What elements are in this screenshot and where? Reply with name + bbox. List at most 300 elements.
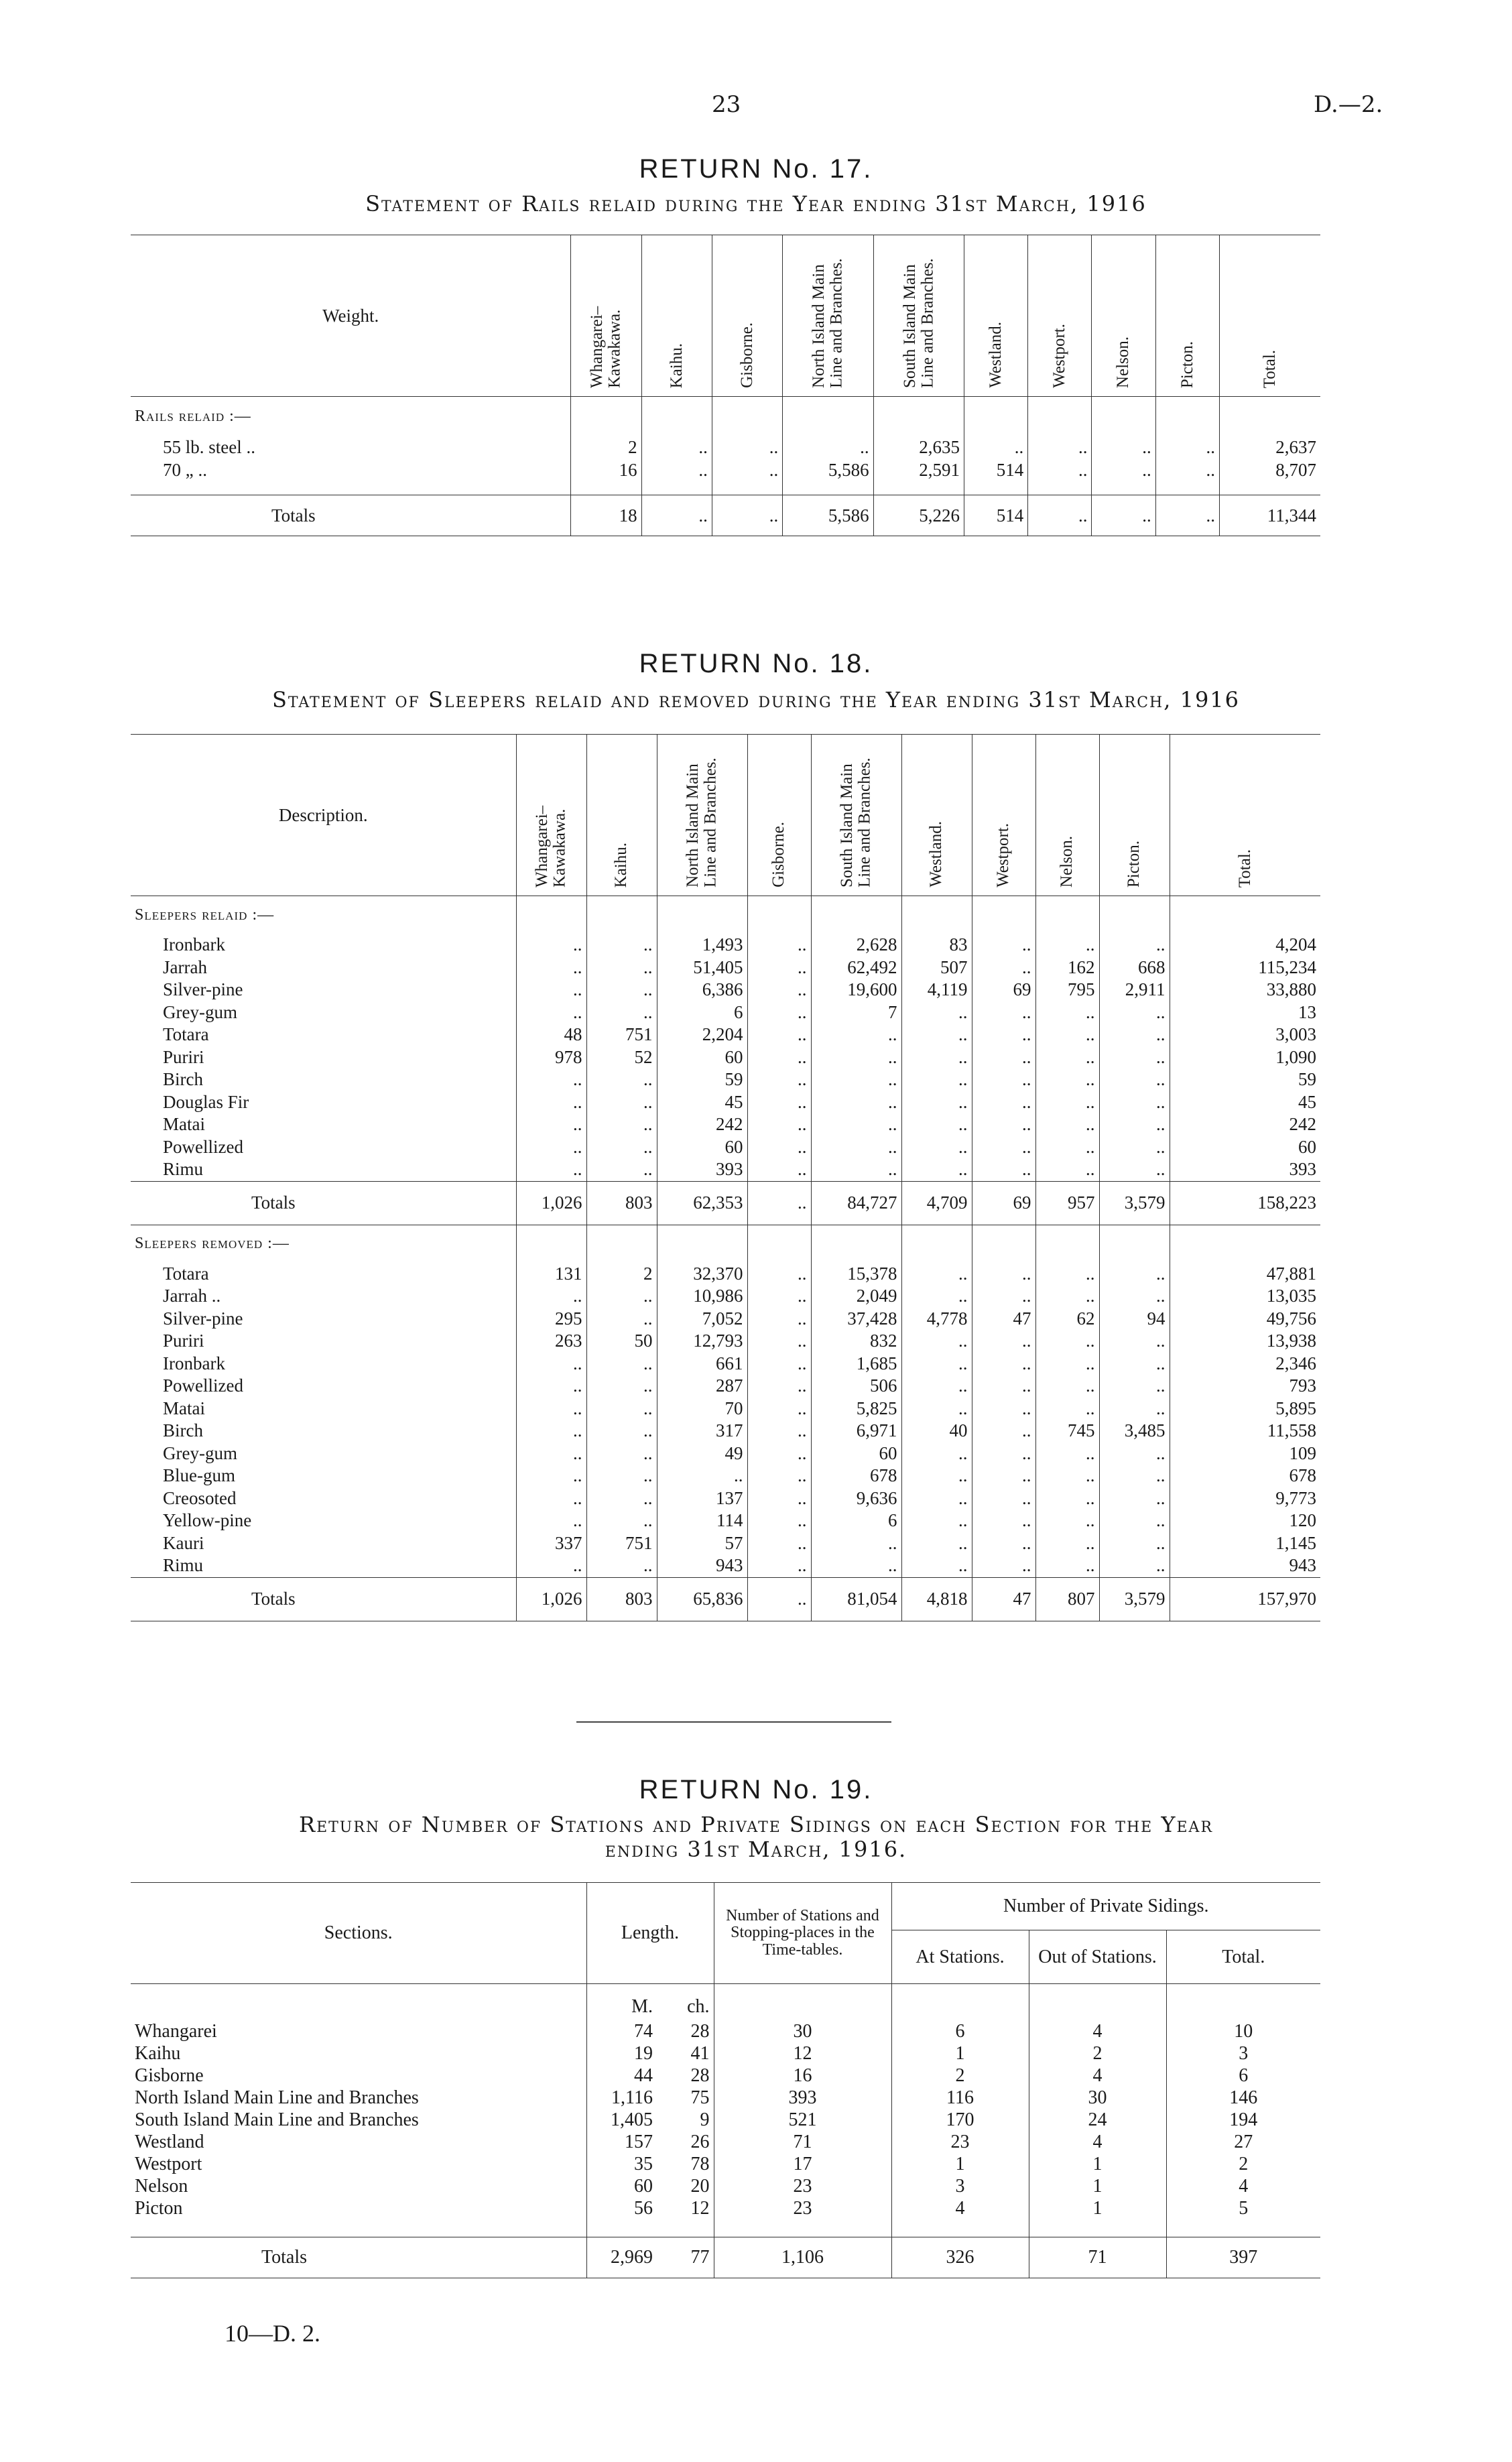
row-label: South Island Main Line and Branches: [135, 2109, 419, 2130]
table-cell: ..: [972, 1330, 1035, 1353]
table-cell: 1: [891, 2153, 1029, 2175]
table-row: [131, 1375, 1320, 1398]
table-cell: ..: [1035, 1442, 1099, 1465]
table-cell: ..: [811, 1113, 901, 1136]
table-cell: 12: [690, 2197, 710, 2219]
table-cell: 56: [586, 2197, 657, 2219]
table-cell: 60: [657, 1136, 747, 1159]
table-cell: 3,579: [1099, 1181, 1170, 1225]
weight-header: Weight.: [322, 305, 379, 326]
table-cell: [571, 397, 641, 436]
table-cell: ..: [516, 1487, 586, 1510]
table-cell: 12: [714, 2042, 891, 2065]
table-cell: ..: [1099, 934, 1170, 957]
table-cell: ..: [1099, 1353, 1170, 1375]
table-cell: 2,635: [873, 436, 964, 458]
table-cell: 6: [657, 1001, 747, 1024]
table-cell: 242: [1170, 1113, 1320, 1136]
row-label: Ironbark: [163, 1353, 225, 1373]
table-cell: 19,600: [811, 979, 901, 1001]
table-cell: ..: [747, 1001, 811, 1024]
table-cell: ..: [972, 1285, 1035, 1308]
table-cell: ..: [1035, 934, 1099, 957]
table-cell: ..: [972, 1353, 1035, 1375]
table-cell: 295: [516, 1308, 586, 1331]
table-row: [131, 1353, 1320, 1375]
table-cell: [783, 481, 873, 495]
table-cell: 1: [1029, 2197, 1166, 2219]
col-header: Nelson.: [1114, 336, 1133, 388]
table-cell: ..: [747, 979, 811, 1001]
table-cell: 6: [891, 2020, 1029, 2042]
table-cell: 49,756: [1170, 1308, 1320, 1331]
table-cell: 4,709: [901, 1181, 972, 1225]
table-cell: ..: [516, 1136, 586, 1159]
table-cell: 4,818: [901, 1577, 972, 1621]
col-header: Kaihu.: [667, 343, 686, 388]
table-cell: [1092, 481, 1155, 495]
table-cell: 75: [690, 2087, 710, 2108]
table-cell: 803: [586, 1181, 657, 1225]
table-row: [131, 1001, 1320, 1024]
table-cell: 507: [901, 957, 972, 979]
table-cell: ..: [747, 1442, 811, 1465]
table-cell: 13,938: [1170, 1330, 1320, 1353]
table-cell: ..: [1099, 1001, 1170, 1024]
table-cell: 337: [516, 1532, 586, 1555]
table-cell: 26: [690, 2131, 710, 2152]
table-cell: ..: [586, 1375, 657, 1398]
table-cell: [873, 397, 964, 436]
table-cell: 1,145: [1170, 1532, 1320, 1555]
table-row: [131, 1420, 1320, 1442]
table-cell: ..: [1035, 1532, 1099, 1555]
at-stations-header: At Stations.: [891, 1930, 1029, 1984]
row-label: North Island Main Line and Branches: [135, 2087, 419, 2108]
table-cell: ..: [516, 1398, 586, 1420]
table-cell: ..: [1035, 1136, 1099, 1159]
table-cell: ..: [516, 979, 586, 1001]
row-label: Grey-gum: [163, 1442, 237, 1463]
table-cell: ..: [901, 1285, 972, 1308]
table-cell: 1,026: [516, 1181, 586, 1225]
table-cell: ..: [811, 1136, 901, 1159]
row-label: Gisborne: [135, 2065, 204, 2086]
table-cell: 69: [972, 1181, 1035, 1225]
table-cell: 146: [1166, 2087, 1320, 2109]
table-cell: ..: [1035, 1263, 1099, 1286]
table-row: [131, 1263, 1320, 1286]
table-cell: 2,346: [1170, 1353, 1320, 1375]
table-cell: 514: [964, 495, 1027, 536]
table-cell: ..: [1092, 495, 1155, 536]
table-cell: ..: [901, 1554, 972, 1577]
table-cell: ..: [516, 1001, 586, 1024]
table-cell: ..: [641, 458, 712, 481]
table-cell: ..: [586, 1158, 657, 1181]
table-cell: ..: [1099, 1398, 1170, 1420]
table-cell: 114: [657, 1510, 747, 1532]
row-label: Powellized: [163, 1375, 243, 1396]
return-18-table: [131, 734, 1320, 1621]
table-cell: 3,579: [1099, 1577, 1170, 1621]
table-cell: 317: [657, 1420, 747, 1442]
table-cell: 1,026: [516, 1577, 586, 1621]
table-cell: ..: [1099, 1024, 1170, 1046]
table-cell: [1035, 896, 1099, 934]
table-cell: 751: [586, 1532, 657, 1555]
table-cell: 49: [657, 1442, 747, 1465]
table-cell: 23: [714, 2175, 891, 2197]
table-row: [131, 1308, 1320, 1331]
table-cell: ..: [783, 436, 873, 458]
table-cell: 668: [1099, 957, 1170, 979]
table-cell: 2: [1029, 2042, 1166, 2065]
table-cell: 84,727: [811, 1181, 901, 1225]
col-header: Whangarei–Kawakawa.: [533, 805, 569, 887]
table-row: [131, 1113, 1320, 1136]
table-cell: 5,895: [1170, 1398, 1320, 1420]
table-cell: 47,881: [1170, 1263, 1320, 1286]
table-cell: 1: [891, 2042, 1029, 2065]
table-cell: ..: [972, 1554, 1035, 1577]
length-header: Length.: [586, 1883, 714, 1984]
table-cell: ..: [811, 1068, 901, 1091]
col-header: Kaihu.: [612, 842, 631, 887]
table-cell: ..: [1028, 458, 1092, 481]
table-cell: 60: [657, 1046, 747, 1069]
table-cell: [657, 1225, 747, 1263]
table-cell: 1,405: [586, 2109, 657, 2131]
table-cell: ..: [747, 1554, 811, 1577]
spacer-row: [131, 481, 1320, 495]
table-cell: 3,485: [1099, 1420, 1170, 1442]
table-row: [131, 979, 1320, 1001]
table-cell: 170: [891, 2109, 1029, 2131]
table-cell: 69: [972, 979, 1035, 1001]
table-cell: 74: [586, 2020, 657, 2042]
table-cell: ..: [586, 1136, 657, 1159]
col-header: Picton.: [1178, 341, 1196, 388]
table-cell: [811, 1225, 901, 1263]
chains-unit: ch.: [687, 1996, 710, 2017]
table-cell: ..: [972, 1001, 1035, 1024]
table-row: [131, 458, 1320, 481]
table-cell: ..: [901, 1510, 972, 1532]
table-cell: 9,636: [811, 1487, 901, 1510]
table-cell: 4: [1029, 2020, 1166, 2042]
table-cell: [1029, 2219, 1166, 2237]
col-header: South Island Main Line and Branches.: [900, 258, 936, 388]
table-cell: ..: [586, 1510, 657, 1532]
table-cell: 13: [1170, 1001, 1320, 1024]
table-cell: ..: [972, 1113, 1035, 1136]
table-cell: 50: [586, 1330, 657, 1353]
table-cell: ..: [1028, 436, 1092, 458]
table-cell: ..: [1099, 1465, 1170, 1487]
totals-label: Totals: [271, 505, 316, 526]
table-row: [131, 2109, 1320, 2131]
table-cell: 16: [714, 2065, 891, 2087]
row-label: Yellow-pine: [163, 1510, 252, 1531]
table-cell: ..: [901, 1330, 972, 1353]
totals-row: [131, 1577, 1320, 1621]
table-cell: 4,204: [1170, 934, 1320, 957]
return-19-statement-line1: Return of Number of Stations and Private Sidings on each Section for the Year: [298, 1812, 1214, 1837]
table-row: [131, 1510, 1320, 1532]
table-cell: [1170, 896, 1320, 934]
table-cell: ..: [1035, 1330, 1099, 1353]
table-cell: 287: [657, 1375, 747, 1398]
table-cell: ..: [972, 1510, 1035, 1532]
table-cell: ..: [972, 1046, 1035, 1069]
table-cell: ..: [1099, 1510, 1170, 1532]
table-cell: 19: [586, 2042, 657, 2065]
table-cell: 59: [1170, 1068, 1320, 1091]
document-reference: D.—2.: [1314, 91, 1383, 118]
table-cell: 397: [1166, 2237, 1320, 2278]
table-cell: 393: [1170, 1158, 1320, 1181]
table-cell: 2,911: [1099, 979, 1170, 1001]
table-cell: ..: [747, 1375, 811, 1398]
table-row: [131, 2153, 1320, 2175]
table-cell: 60: [811, 1442, 901, 1465]
table-cell: ..: [964, 436, 1027, 458]
table-cell: 47: [972, 1308, 1035, 1331]
table-cell: ..: [747, 1091, 811, 1114]
table-cell: ..: [972, 1375, 1035, 1398]
table-cell: 158,223: [1170, 1181, 1320, 1225]
table-cell: ..: [747, 1024, 811, 1046]
table-cell: 10: [1166, 2020, 1320, 2042]
table-cell: 832: [811, 1330, 901, 1353]
row-label: Silver-pine: [163, 979, 243, 1000]
table-cell: 2,049: [811, 1285, 901, 1308]
row-label: Matai: [163, 1114, 205, 1135]
table-cell: 514: [964, 458, 1027, 481]
table-cell: 2: [586, 1263, 657, 1286]
table-cell: [657, 2219, 714, 2237]
table-cell: ..: [747, 1398, 811, 1420]
table-row: [131, 2020, 1320, 2042]
table-cell: [712, 397, 782, 436]
col-header: Total.: [1235, 849, 1254, 887]
row-label: Puriri: [163, 1046, 204, 1067]
table-cell: 37,428: [811, 1308, 901, 1331]
table-row: [131, 1442, 1320, 1465]
table-cell: ..: [972, 1465, 1035, 1487]
table-cell: ..: [1099, 1136, 1170, 1159]
miles-unit: M.: [586, 1984, 657, 2021]
table-cell: ..: [901, 1001, 972, 1024]
table-cell: 1: [1029, 2175, 1166, 2197]
table-row: [131, 2087, 1320, 2109]
table-cell: [1035, 1225, 1099, 1263]
table-cell: [586, 2219, 657, 2237]
row-label: Rimu: [163, 1159, 204, 1180]
table-cell: 81,054: [811, 1577, 901, 1621]
col-header: Westport.: [1050, 324, 1069, 388]
section-heading-row: [131, 896, 1320, 934]
table-cell: ..: [516, 934, 586, 957]
table-cell: ..: [1099, 1046, 1170, 1069]
table-cell: ..: [972, 934, 1035, 957]
table-cell: ..: [1035, 1091, 1099, 1114]
col-header: Whangarei–Kawakawa.: [588, 306, 624, 388]
table-cell: 1,685: [811, 1353, 901, 1375]
table-cell: ..: [972, 1263, 1035, 1286]
return-19-title: RETURN No. 19.: [639, 1775, 873, 1804]
table-cell: 65,836: [657, 1577, 747, 1621]
table-cell: ..: [1035, 1554, 1099, 1577]
sidings-total-header: Total.: [1166, 1930, 1320, 1984]
table-row: [131, 2197, 1320, 2219]
table-cell: ..: [1155, 458, 1219, 481]
table-cell: ..: [901, 1398, 972, 1420]
table-cell: ..: [811, 1091, 901, 1114]
table-cell: ..: [586, 1068, 657, 1091]
table-cell: 71: [714, 2131, 891, 2153]
totals-row: [131, 2237, 1320, 2278]
table-cell: ..: [747, 1113, 811, 1136]
row-label: Kauri: [163, 1532, 204, 1553]
table-cell: ..: [747, 934, 811, 957]
table-cell: ..: [1035, 1375, 1099, 1398]
table-cell: ..: [747, 1308, 811, 1331]
table-cell: 8,707: [1220, 458, 1321, 481]
table-cell: ..: [901, 1046, 972, 1069]
table-cell: 13,035: [1170, 1285, 1320, 1308]
return-19-table: [131, 1882, 1320, 2278]
table-cell: 45: [1170, 1091, 1320, 1114]
table-cell: ..: [516, 1068, 586, 1091]
sections-header: Sections.: [131, 1883, 586, 1984]
table-cell: 12,793: [657, 1330, 747, 1353]
totals-row: [131, 495, 1320, 536]
table-row: [131, 1398, 1320, 1420]
return-17-statement: Statement of Rails relaid during the Year ending 31st March, 1916: [365, 191, 1147, 217]
table-row: [131, 2042, 1320, 2065]
table-cell: ..: [747, 1181, 811, 1225]
table-cell: 2,628: [811, 934, 901, 957]
table-cell: ..: [972, 1420, 1035, 1442]
table-cell: 326: [891, 2237, 1029, 2278]
table-cell: 47: [972, 1577, 1035, 1621]
table-cell: 62: [1035, 1308, 1099, 1331]
table-cell: [891, 2219, 1029, 2237]
table-cell: ..: [641, 495, 712, 536]
row-label: Puriri: [163, 1331, 204, 1351]
row-label: 70 „ ..: [163, 459, 207, 480]
table-cell: ..: [586, 1353, 657, 1375]
table-cell: 4,778: [901, 1308, 972, 1331]
table-cell: 17: [714, 2153, 891, 2175]
table-cell: 807: [1035, 1577, 1099, 1621]
table-cell: 28: [690, 2065, 710, 2086]
table-cell: ..: [1099, 1158, 1170, 1181]
table-cell: [1170, 1225, 1320, 1263]
table-cell: ..: [1035, 1353, 1099, 1375]
table-cell: ..: [1035, 1001, 1099, 1024]
page-footer: 10—D. 2.: [225, 2320, 320, 2347]
table-cell: ..: [747, 957, 811, 979]
table-cell: ..: [901, 1442, 972, 1465]
totals-row: [131, 1181, 1320, 1225]
col-header: Westland.: [927, 821, 946, 887]
table-cell: ..: [1035, 1024, 1099, 1046]
section-heading-row: [131, 397, 1320, 436]
table-cell: ..: [586, 1554, 657, 1577]
table-cell: ..: [1099, 1532, 1170, 1555]
table-cell: ..: [901, 1353, 972, 1375]
table-cell: ..: [901, 1091, 972, 1114]
private-sidings-header: Number of Private Sidings.: [891, 1883, 1320, 1930]
col-header: Gisborne.: [737, 322, 756, 388]
table-cell: 6: [811, 1510, 901, 1532]
table-cell: ..: [972, 1532, 1035, 1555]
table-cell: 32,370: [657, 1263, 747, 1286]
table-cell: 52: [586, 1046, 657, 1069]
table-cell: 803: [586, 1577, 657, 1621]
row-label: Nelson: [135, 2175, 188, 2197]
table-cell: ..: [516, 1510, 586, 1532]
section-heading: Sleepers removed :—: [135, 1235, 290, 1252]
table-cell: 10,986: [657, 1285, 747, 1308]
table-cell: ..: [747, 1465, 811, 1487]
table-cell: 40: [901, 1420, 972, 1442]
row-label: Creosoted: [163, 1487, 237, 1508]
table-cell: [516, 1225, 586, 1263]
table-cell: 4: [1029, 2131, 1166, 2153]
table-cell: [657, 896, 747, 934]
table-cell: [1099, 1225, 1170, 1263]
table-cell: 33,880: [1170, 979, 1320, 1001]
table-cell: 5: [1166, 2197, 1320, 2219]
return-17-table: [131, 235, 1320, 536]
table-cell: ..: [972, 957, 1035, 979]
table-cell: 751: [586, 1024, 657, 1046]
table-cell: 115,234: [1170, 957, 1320, 979]
return-17-title: RETURN No. 17.: [639, 154, 873, 184]
table-cell: ..: [586, 934, 657, 957]
table-cell: ..: [712, 458, 782, 481]
table-row: [131, 1487, 1320, 1510]
table-row: [131, 957, 1320, 979]
table-cell: 11,558: [1170, 1420, 1320, 1442]
table-cell: ..: [1099, 1091, 1170, 1114]
table-cell: [712, 481, 782, 495]
table-cell: [641, 397, 712, 436]
table-cell: 16: [571, 458, 641, 481]
table-cell: ..: [901, 1532, 972, 1555]
table-cell: 137: [657, 1487, 747, 1510]
table-cell: ..: [586, 1398, 657, 1420]
row-label: 55 lb. steel ..: [163, 436, 255, 457]
col-header: Westport.: [994, 823, 1013, 887]
table-cell: [641, 481, 712, 495]
table-cell: ..: [811, 1554, 901, 1577]
table-cell: ..: [972, 1158, 1035, 1181]
table-cell: 157: [586, 2131, 657, 2153]
table-cell: 521: [714, 2109, 891, 2131]
spacer-cell: [131, 2219, 586, 2237]
table-cell: 51,405: [657, 957, 747, 979]
table-cell: ..: [1035, 1487, 1099, 1510]
table-cell: 393: [657, 1158, 747, 1181]
table-cell: 60: [1170, 1136, 1320, 1159]
table-cell: 7: [811, 1001, 901, 1024]
table-row: [131, 1068, 1320, 1091]
